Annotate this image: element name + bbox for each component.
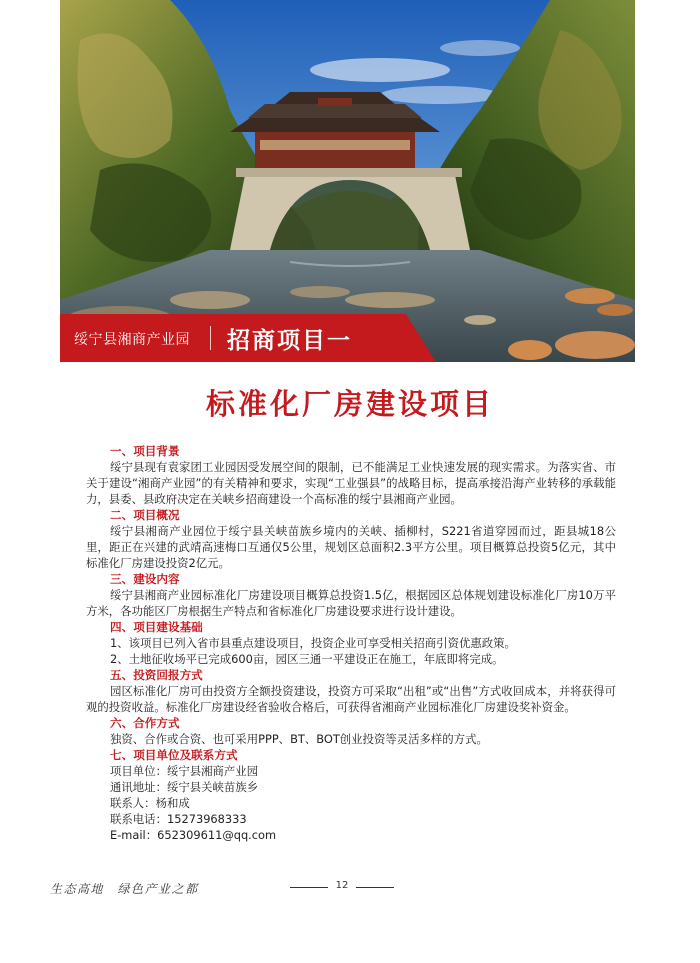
banner-divider [210, 326, 211, 350]
contact-phone: 联系电话：15273968333 [110, 812, 247, 826]
section-heading: 四、项目建设基础 [110, 620, 203, 634]
section-paragraph: 2、土地征收场平已完成600亩，园区三通一平建设正在施工，年底即将完成。 [110, 652, 504, 666]
project-banner [60, 314, 436, 362]
section-paragraph: 园区标准化厂房可由投资方全额投资建设，投资方可采取“出租”或“出售”方式收回成本，并将获得可观的投资收益。标准化厂房建设经省验收合格后，可获得省湘商产业园标准化厂房建设奖补资金。 [86, 684, 616, 714]
contact-heading: 七、项目单位及联系方式 [110, 748, 238, 762]
section-heading: 六、合作方式 [110, 716, 180, 730]
section-heading: 五、投资回报方式 [110, 668, 203, 682]
section-heading: 三、建设内容 [110, 572, 180, 586]
banner-park-name: 绥宁县湘商产业园 [74, 332, 190, 348]
section-heading: 二、项目概况 [110, 508, 180, 522]
contact-unit: 项目单位：绥宁县湘商产业园 [110, 764, 259, 778]
page-number: 12 [335, 880, 349, 891]
contact-address: 通讯地址：绥宁县关峡苗族乡 [110, 780, 259, 794]
section-paragraph: 绥宁县现有袁家团工业园因受发展空间的限制，已不能满足工业快速发展的现实需求。为落实省、市关于建设“湘商产业园”的有关精神和要求，实现“工业强县”的战略目标，提高承接沿海产业转移的承载能力，县委、县政府决定在关峡乡招商建设一个高标准的绥宁县湘商产业园。 [86, 460, 616, 506]
section-heading: 一、项目背景 [110, 444, 180, 458]
footer-rule-left [290, 887, 328, 888]
hero-photo [60, 0, 635, 362]
covered-bridge-photo [60, 0, 635, 362]
article-body [86, 443, 616, 843]
section-paragraph: 绥宁县湘商产业园标准化厂房建设项目概算总投资1.5亿，根据园区总体规划建设标准化厂房10万平方米，各功能区厂房根据生产特点和省标准化厂房建设要求进行设计建设。 [86, 588, 616, 618]
footer-rule-right [356, 887, 394, 888]
footer-slogan: 生态高地 绿色产业之都 [50, 882, 199, 896]
contact-person: 联系人：杨和成 [110, 796, 190, 810]
page-title: 标准化厂房建设项目 [205, 387, 494, 421]
contact-email: E-mail：652309611@qq.com [110, 828, 277, 842]
banner-project-label: 招商项目一 [227, 328, 352, 354]
section-paragraph: 1、该项目已列入省市县重点建设项目，投资企业可享受相关招商引资优惠政策。 [110, 636, 516, 650]
section-paragraph: 独资、合作或合资、也可采用PPP、BT、BOT创业投资等灵活多样的方式。 [110, 732, 488, 746]
section-paragraph: 绥宁县湘商产业园位于绥宁县关峡苗族乡境内的关峡、插柳村，S221省道穿园而过，距县城18公里，距正在兴建的武靖高速梅口互通仅5公里，规划区总面积2.3平方公里。项目概算总投资5亿元，其中标准化厂房建设投资2亿元。 [86, 524, 616, 570]
